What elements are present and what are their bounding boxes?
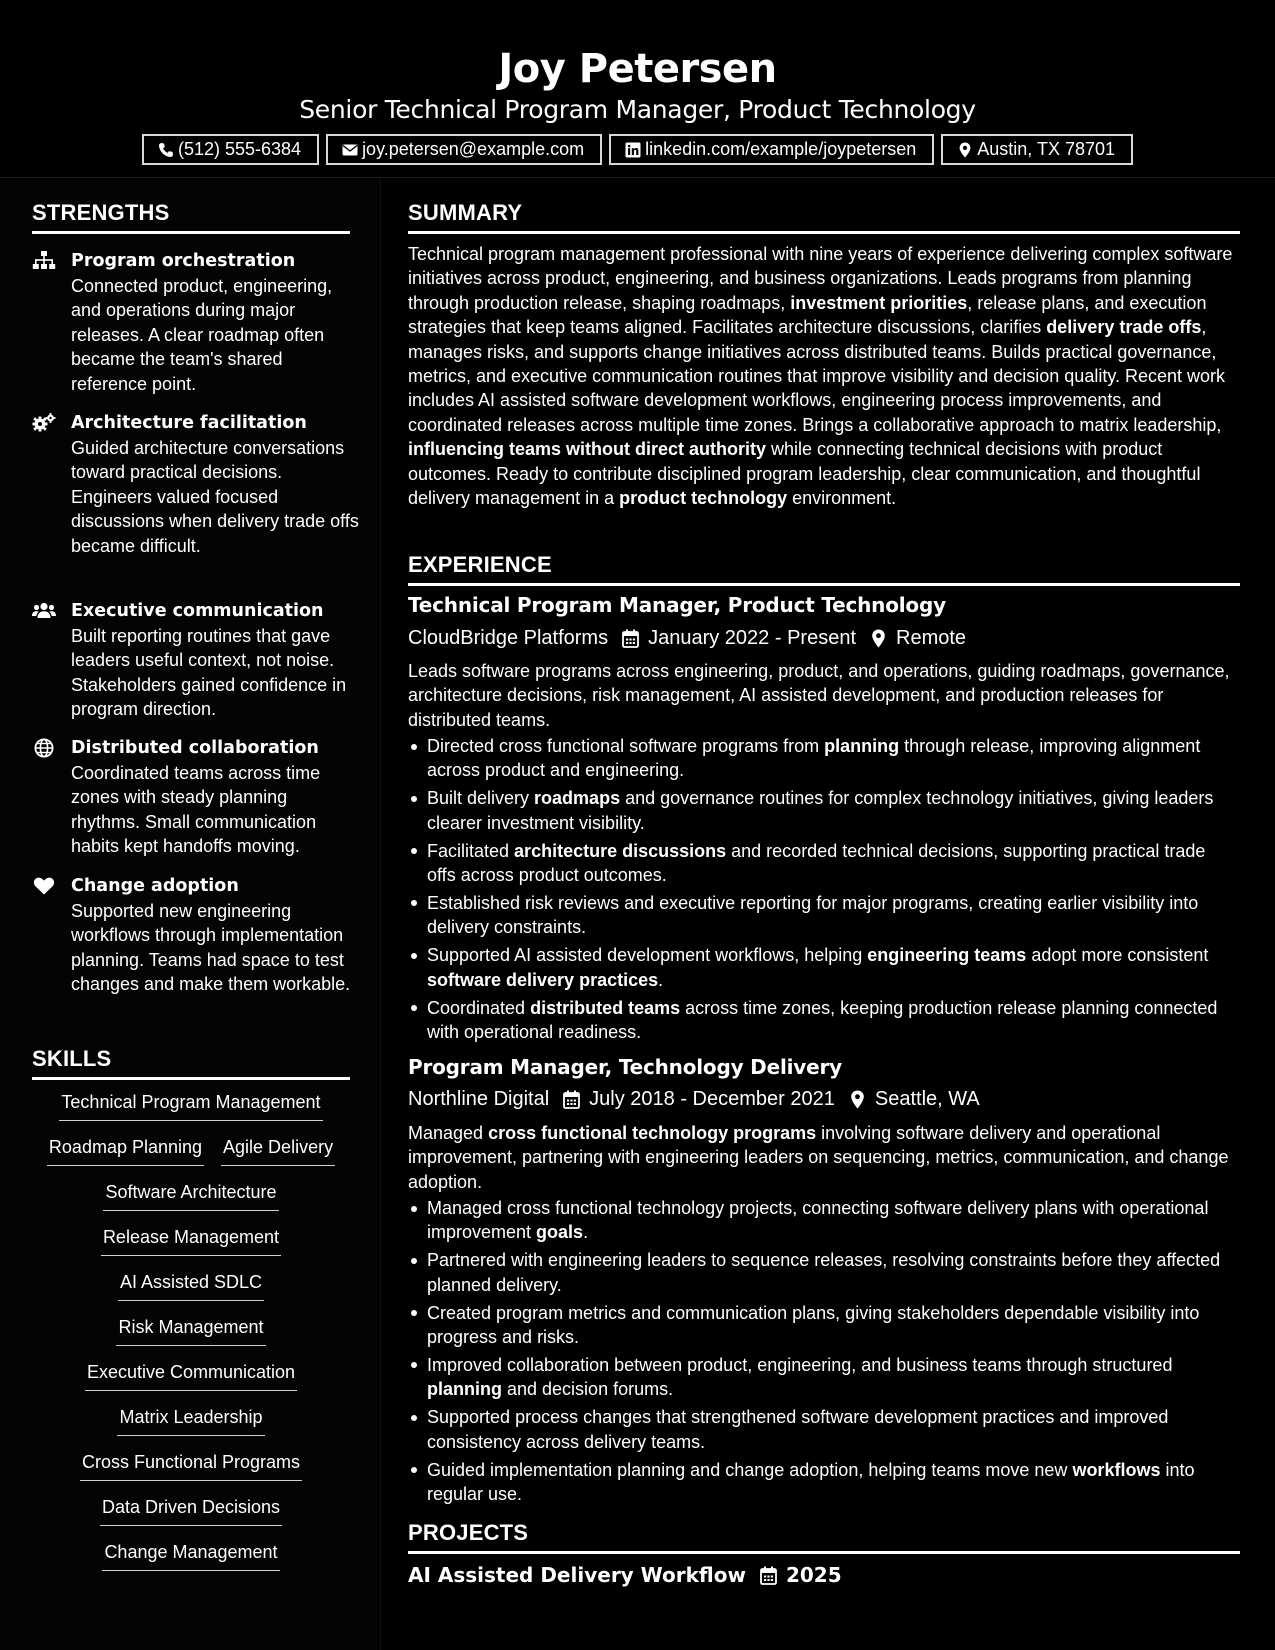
envelope-icon xyxy=(342,142,358,158)
job-company: CloudBridge Platforms xyxy=(408,627,609,649)
text-run: Built delivery xyxy=(427,788,535,809)
strength-title: Change adoption xyxy=(71,876,239,896)
skills-list xyxy=(32,1090,350,1585)
bold-text: goals xyxy=(536,1222,584,1243)
contact-phone-text: (512) 555-6384 xyxy=(177,139,302,159)
job-meta xyxy=(408,1085,980,1113)
gears-icon xyxy=(32,413,56,433)
text-run: Supported process changes that strengthened software development practices and improved consistency across delivery teams. xyxy=(427,1407,1169,1452)
bold-text: investment priorities xyxy=(790,292,968,313)
strength-item xyxy=(32,411,362,586)
bullet-item xyxy=(408,839,1238,888)
skill-tag: Software Architecture xyxy=(103,1180,278,1211)
candidate-name: Joy Petersen xyxy=(498,46,777,92)
sitemap-icon xyxy=(32,251,56,271)
job-location: Seattle, WA xyxy=(874,1088,980,1110)
experience-heading: EXPERIENCE xyxy=(408,552,552,577)
text-run: . xyxy=(583,1222,589,1243)
strength-title: Executive communication xyxy=(71,601,324,621)
text-run: Technical program management professional with nine years of experience delivering complex software initiatives across product, engineering, and business organizations. Leads programs from planning through production release, shaping roadmaps, xyxy=(408,244,1233,313)
bold-text: architecture discussions xyxy=(514,840,727,861)
globe-icon xyxy=(32,738,56,758)
job-bullets xyxy=(408,1196,1238,1510)
bold-text: workflows xyxy=(1072,1459,1161,1480)
calendar-icon xyxy=(563,1090,580,1109)
text-run: Directed cross functional software programs from xyxy=(427,736,825,756)
contact-email[interactable] xyxy=(326,134,602,165)
strength-title: Architecture facilitation xyxy=(71,413,307,433)
strength-description: Supported new engineering workflows through implementation planning. Teams had space to test changes and make them workable. xyxy=(71,901,351,995)
project-title: AI Assisted Delivery Workflow xyxy=(408,1563,746,1587)
map-pin-icon xyxy=(849,1090,866,1109)
skill-tag: AI Assisted SDLC xyxy=(118,1270,264,1301)
job-location: Remote xyxy=(896,627,967,649)
text-run: Guided implementation planning and change adoption, helping teams move new xyxy=(427,1459,1073,1480)
heart-icon xyxy=(32,876,56,896)
skill-tag: Change Management xyxy=(102,1540,279,1571)
candidate-headline: Senior Technical Program Manager, Product Technology xyxy=(299,95,976,124)
text-run: Managed xyxy=(408,1123,489,1143)
skill-tag: Data Driven Decisions xyxy=(100,1495,282,1526)
strength-description: Built reporting routines that gave leaders useful context, not noise. Stakeholders gained confidence in program direction. xyxy=(71,626,347,720)
project-year: 2025 xyxy=(785,1563,842,1587)
job-dates: January 2022 - Present xyxy=(648,627,856,649)
text-run: environment. xyxy=(787,488,897,509)
summary-rule xyxy=(408,231,1240,234)
calendar-icon xyxy=(760,1566,777,1585)
strength-title: Distributed collaboration xyxy=(71,738,319,758)
summary-heading: SUMMARY xyxy=(408,200,523,225)
skills-heading: SKILLS xyxy=(32,1046,112,1071)
skills-rule xyxy=(32,1077,350,1080)
contact-location-text: Austin, TX 78701 xyxy=(977,139,1116,159)
strength-item xyxy=(32,599,362,724)
map-pin-icon xyxy=(870,629,887,648)
bullet-item xyxy=(408,943,1238,992)
bold-text: planning xyxy=(824,736,900,756)
bullet-item xyxy=(408,734,1238,783)
contact-location[interactable] xyxy=(941,134,1133,165)
text-run: and decision forums. xyxy=(502,1379,674,1400)
contact-linkedin-text: linkedin.com/example/joypetersen xyxy=(645,139,917,159)
job-company: Northline Digital xyxy=(408,1088,550,1110)
job-title: Technical Program Manager, Product Technology xyxy=(408,593,946,617)
strength-description: Guided architecture conversations toward practical decisions. Engineers valued focused discussions when delivery trade offs became difficult. xyxy=(71,438,359,556)
resume-header xyxy=(0,0,1275,178)
job-meta xyxy=(408,624,966,652)
skill-tag: Technical Program Management xyxy=(59,1090,322,1121)
text-run: , release plans, and execution strategies that keep teams aligned. Facilitates architecture discussions, clarifies xyxy=(408,292,1207,338)
skill-tag: Roadmap Planning xyxy=(47,1135,204,1166)
projects-rule xyxy=(408,1551,1240,1554)
bold-text: distributed teams xyxy=(530,997,681,1018)
text-run: Coordinated xyxy=(427,997,531,1018)
strength-description: Connected product, engineering, and operations during major releases. A clear roadmap often became the team's shared reference point. xyxy=(71,276,333,394)
bullet-item xyxy=(408,1301,1238,1350)
bold-text: influencing teams without direct authority xyxy=(408,439,767,460)
bullet-item xyxy=(408,996,1238,1045)
bold-text: cross functional technology programs xyxy=(488,1123,817,1143)
text-run: , manages risks, and supports change initiatives across distributed teams. Builds practical governance, metrics, and executive communication routines that improve visibility and decision quality. Recent work includes AI assisted software development workflows, engineering process improvements, and coordinated releases across multiple time zones. Brings a collaborative approach to matrix leadership, xyxy=(408,317,1226,435)
bold-text: software delivery practices xyxy=(427,969,659,990)
skill-tag: Agile Delivery xyxy=(221,1135,335,1166)
strengths-heading: STRENGTHS xyxy=(32,200,170,225)
bullet-item xyxy=(408,786,1238,835)
text-run: Facilitated xyxy=(427,840,515,861)
skill-tag: Release Management xyxy=(101,1225,281,1256)
strength-title: Program orchestration xyxy=(71,251,296,271)
bullet-item xyxy=(408,1248,1238,1297)
contact-linkedin[interactable] xyxy=(609,134,934,165)
text-run: adopt more consistent xyxy=(1026,945,1209,966)
bullet-item xyxy=(408,891,1238,940)
text-run: through release, improving alignment across product and engineering. xyxy=(427,736,1201,781)
phone-icon xyxy=(158,142,174,158)
job-bullets xyxy=(408,734,1238,1048)
project-item xyxy=(408,1561,842,1589)
contact-bar xyxy=(0,134,1275,165)
text-run: and recorded technical decisions, supporting practical trade offs across product outcomes. xyxy=(427,840,1206,886)
job-title: Program Manager, Technology Delivery xyxy=(408,1055,842,1079)
bold-text: delivery trade offs xyxy=(1046,317,1202,338)
bullet-item xyxy=(408,1405,1238,1454)
skill-tag: Risk Management xyxy=(116,1315,265,1346)
skill-tag: Cross Functional Programs xyxy=(80,1450,302,1481)
strength-description: Coordinated teams across time zones with steady planning rhythms. Small communication habits kept handoffs moving. xyxy=(71,763,321,857)
text-run: Created program metrics and communication plans, giving stakeholders dependable visibility into progress and risks. xyxy=(427,1302,1200,1348)
text-run: while connecting technical decisions with product outcomes. Ready to contribute disciplined program leadership, clear communication, and thoughtful delivery management in a xyxy=(408,439,1201,509)
contact-email-text: joy.petersen@example.com xyxy=(362,139,585,159)
text-run: . xyxy=(658,969,664,990)
bullet-item xyxy=(408,1353,1238,1402)
job-dates: July 2018 - December 2021 xyxy=(589,1088,835,1110)
strengths-rule xyxy=(32,231,350,234)
text-run: and governance routines for complex technology initiatives, giving leaders clearer investment visibility. xyxy=(427,788,1214,833)
bold-text: roadmaps xyxy=(534,788,621,809)
text-run: Leads software programs across engineering, product, and operations, guiding roadmaps, governance, architecture decisions, risk management, AI assisted development, and production releases for distributed teams. xyxy=(408,661,1230,730)
skill-tag: Matrix Leadership xyxy=(117,1405,264,1436)
contact-phone[interactable] xyxy=(142,134,319,165)
bold-text: planning xyxy=(427,1379,502,1400)
job-intro xyxy=(408,1121,1238,1194)
text-run: Partnered with engineering leaders to sequence releases, resolving constraints before they affected planned delivery. xyxy=(427,1250,1221,1295)
text-run: involving software delivery and operational improvement, partnering with engineering leaders on sequencing, metrics, communication, and change adoption. xyxy=(408,1123,1229,1192)
experience-rule xyxy=(408,583,1240,586)
text-run: into regular use. xyxy=(427,1459,1195,1504)
bullet-item xyxy=(408,1458,1238,1507)
bullet-item xyxy=(408,1196,1238,1245)
skill-tag: Executive Communication xyxy=(85,1360,297,1391)
text-run: across time zones, keeping production release planning connected with operational readiness. xyxy=(427,997,1218,1042)
projects-heading: PROJECTS xyxy=(408,1520,529,1545)
strength-item xyxy=(32,249,362,399)
calendar-icon xyxy=(622,629,639,648)
text-run: Managed cross functional technology projects, connecting software delivery plans with operational improvement xyxy=(427,1198,1209,1243)
job-intro xyxy=(408,659,1238,732)
strength-item xyxy=(32,874,362,1024)
users-icon xyxy=(32,601,56,621)
bold-text: engineering teams xyxy=(867,945,1027,966)
linkedin-icon xyxy=(625,142,641,158)
text-run: Improved collaboration between product, engineering, and business teams through structured xyxy=(427,1354,1173,1375)
map-pin-icon xyxy=(957,142,973,158)
bold-text: product technology xyxy=(619,488,788,509)
summary-text xyxy=(408,242,1238,510)
strength-item xyxy=(32,736,362,861)
text-run: Established risk reviews and executive reporting for major programs, creating earlier visibility into delivery constraints. xyxy=(427,892,1199,938)
text-run: Supported AI assisted development workflows, helping xyxy=(427,945,868,966)
